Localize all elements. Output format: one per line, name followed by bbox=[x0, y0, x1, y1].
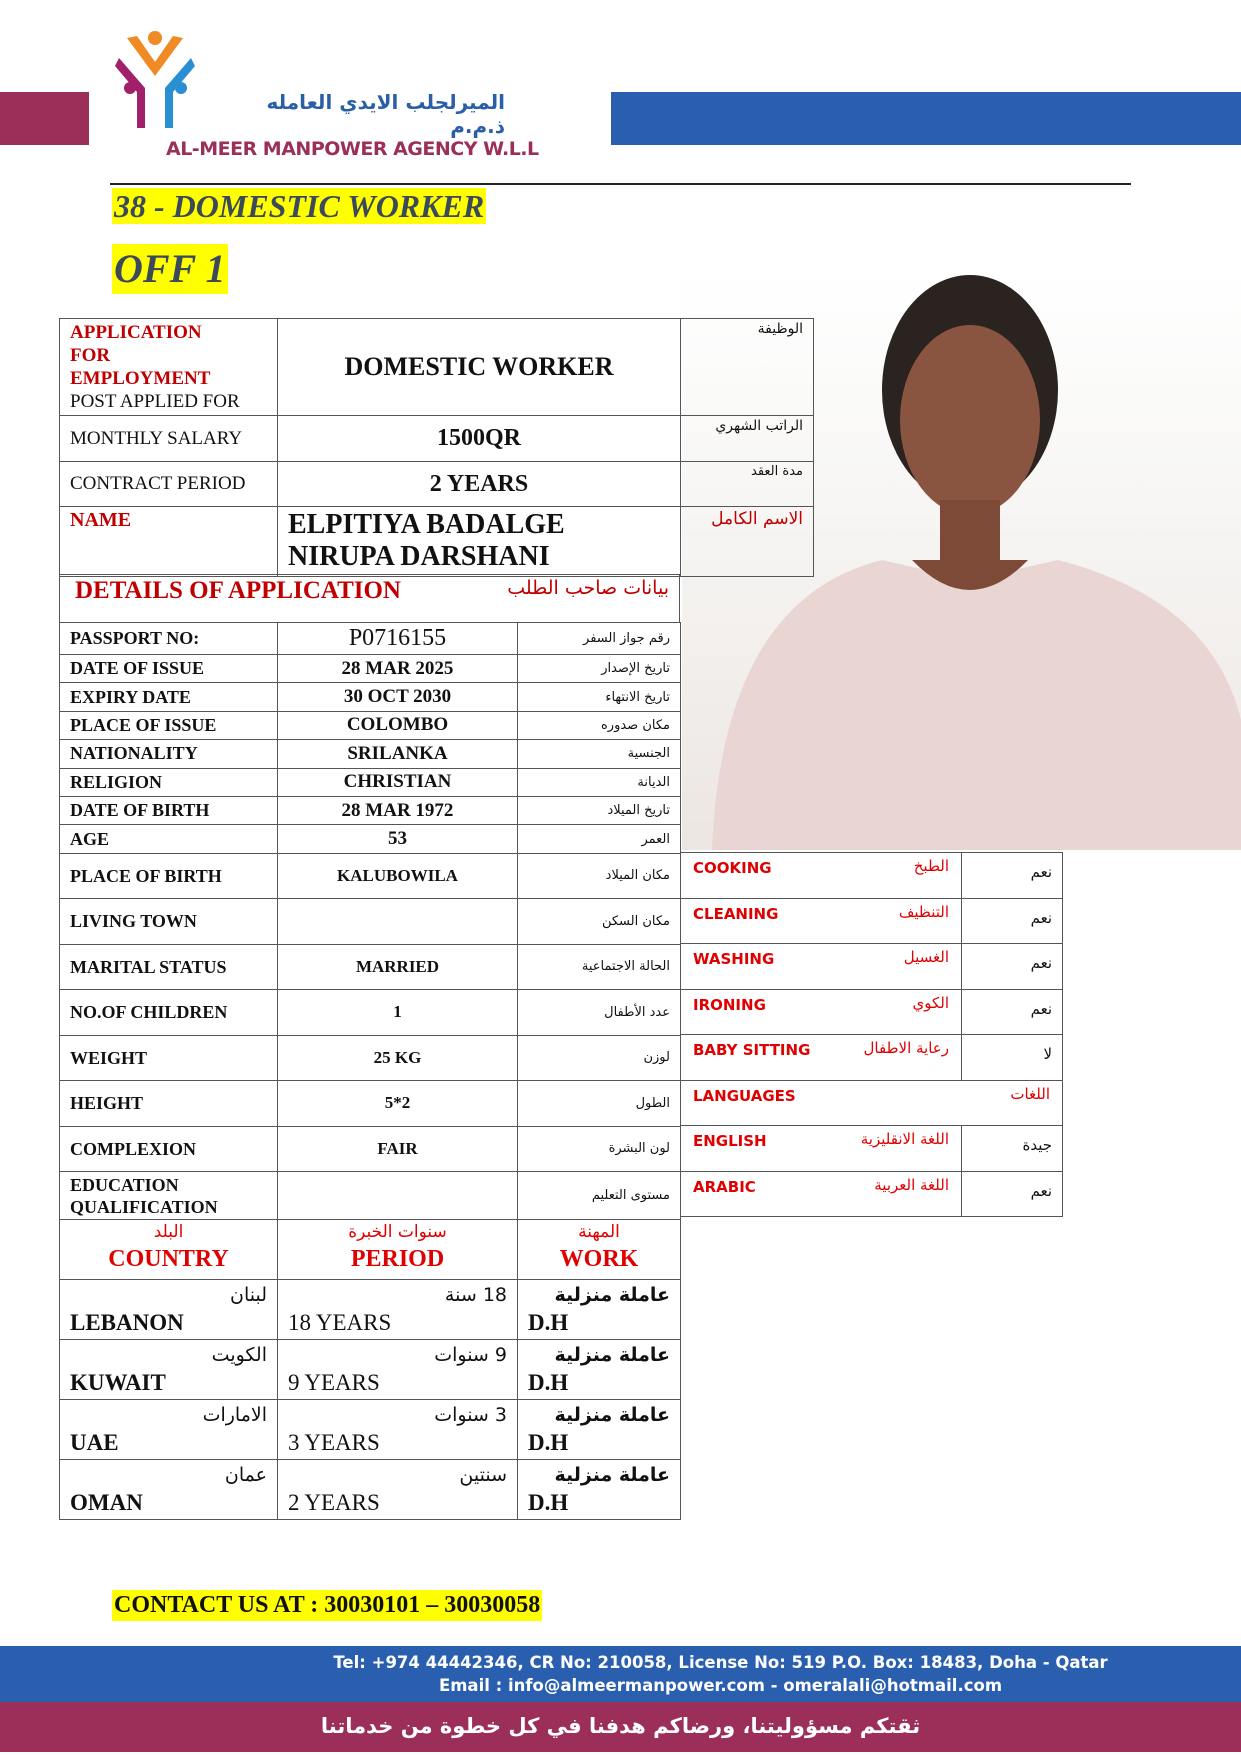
languages-label-ar: اللغات bbox=[1010, 1084, 1050, 1103]
period: 18 YEARS bbox=[288, 1310, 392, 1335]
skill-row bbox=[681, 944, 1063, 990]
detail-label-ar: تاريخ الإصدار bbox=[518, 655, 681, 683]
experience-work-cell bbox=[518, 1340, 681, 1400]
post-label-ar: الوظيفة bbox=[681, 319, 814, 416]
work: D.H bbox=[528, 1310, 569, 1335]
name-row bbox=[60, 507, 814, 577]
skill-label-cell bbox=[681, 1035, 962, 1081]
detail-row bbox=[60, 740, 681, 768]
country: UAE bbox=[70, 1430, 119, 1455]
experience-header-en: COUNTRY bbox=[108, 1246, 229, 1272]
detail-label-ar: مستوى التعليم bbox=[518, 1172, 681, 1220]
application-label-3: EMPLOYMENT bbox=[70, 368, 211, 389]
detail-label-ar: تاريخ الميلاد bbox=[518, 796, 681, 824]
footer-slogan-band bbox=[0, 1702, 1241, 1752]
experience-row bbox=[60, 1340, 681, 1400]
detail-label-ar: مكان الميلاد bbox=[518, 853, 681, 899]
name-line-2: NIRUPA DARSHANI bbox=[288, 541, 550, 572]
detail-row bbox=[60, 683, 681, 711]
name-line-1: ELPITIYA BADALGE bbox=[288, 509, 565, 540]
languages-row bbox=[681, 1080, 1063, 1126]
language-row bbox=[681, 1171, 1063, 1217]
work-ar: عاملة منزلية bbox=[554, 1284, 670, 1306]
detail-label: COMPLEXION bbox=[60, 1126, 278, 1172]
detail-label-ar: مكان صدوره bbox=[518, 711, 681, 739]
detail-label-ar: لون البشرة bbox=[518, 1126, 681, 1172]
period-ar: 9 سنوات bbox=[434, 1344, 507, 1366]
detail-label-ar: العمر bbox=[518, 825, 681, 853]
detail-value: 28 MAR 1972 bbox=[278, 796, 518, 824]
detail-label: PASSPORT NO: bbox=[60, 623, 278, 655]
contact-line: CONTACT US AT : 30030101 – 30030058 bbox=[112, 1590, 542, 1621]
experience-header bbox=[518, 1220, 681, 1280]
language-row bbox=[681, 1126, 1063, 1172]
skill-row bbox=[681, 898, 1063, 944]
country: OMAN bbox=[70, 1490, 143, 1515]
detail-label-ar: الطول bbox=[518, 1081, 681, 1127]
experience-period-cell bbox=[278, 1280, 518, 1340]
skill-row-en: CLEANING bbox=[693, 904, 779, 923]
detail-row bbox=[60, 655, 681, 683]
detail-label-ar: عدد الأطفال bbox=[518, 990, 681, 1036]
experience-header bbox=[278, 1220, 518, 1280]
header-blue-bar bbox=[611, 92, 1241, 145]
detail-label: LIVING TOWN bbox=[60, 899, 278, 945]
application-label-1: APPLICATION bbox=[70, 322, 202, 343]
detail-row bbox=[60, 1081, 681, 1127]
footer-contact-band bbox=[0, 1646, 1241, 1702]
application-label-2: FOR bbox=[70, 345, 111, 366]
work: D.H bbox=[528, 1490, 569, 1515]
detail-label: PLACE OF ISSUE bbox=[60, 711, 278, 739]
skill-row-value: لا bbox=[962, 1035, 1063, 1081]
skill-row-ar: الطبخ bbox=[913, 857, 949, 875]
language-row-value: نعم bbox=[962, 1171, 1063, 1217]
detail-row bbox=[60, 899, 681, 945]
experience-header-ar: البلد bbox=[153, 1222, 184, 1242]
experience-header-en: WORK bbox=[559, 1246, 639, 1272]
skill-row bbox=[681, 853, 1063, 899]
detail-row bbox=[60, 1035, 681, 1081]
skill-label-cell bbox=[681, 989, 962, 1035]
skill-row-ar: رعاية الاطفال bbox=[863, 1039, 949, 1057]
detail-label: WEIGHT bbox=[60, 1035, 278, 1081]
detail-label: DATE OF BIRTH bbox=[60, 796, 278, 824]
skill-row-ar: التنظيف bbox=[898, 902, 949, 921]
detail-row bbox=[60, 768, 681, 796]
experience-header-en: PERIOD bbox=[350, 1246, 445, 1272]
company-logo bbox=[115, 28, 195, 133]
detail-value: COLOMBO bbox=[278, 711, 518, 739]
detail-value: 30 OCT 2030 bbox=[278, 683, 518, 711]
detail-label: NATIONALITY bbox=[60, 740, 278, 768]
work: D.H bbox=[528, 1430, 569, 1455]
details-label: DETAILS OF APPLICATION bbox=[75, 577, 401, 604]
detail-label-ar: لوزن bbox=[518, 1035, 681, 1081]
country-ar: عمان bbox=[224, 1464, 267, 1486]
work-ar: عاملة منزلية bbox=[554, 1344, 670, 1366]
experience-header bbox=[60, 1220, 278, 1280]
detail-value bbox=[278, 899, 518, 945]
footer-email: Email : info@almeermanpower.com - omeralali@hotmail.com bbox=[438, 1676, 1003, 1695]
experience-row bbox=[60, 1280, 681, 1340]
contract-label: CONTRACT PERIOD bbox=[60, 462, 278, 507]
detail-row bbox=[60, 1126, 681, 1172]
skill-row-value: نعم bbox=[962, 898, 1063, 944]
contract-row bbox=[60, 462, 814, 507]
detail-label-ar: الحالة الاجتماعية bbox=[518, 944, 681, 990]
skill-row-ar: الكوي bbox=[912, 993, 949, 1012]
detail-row bbox=[60, 944, 681, 990]
country-ar: الكويت bbox=[211, 1344, 267, 1366]
detail-row bbox=[60, 796, 681, 824]
company-name-arabic: الميرلجلب الايدي العامله ذ.م.م bbox=[266, 90, 505, 138]
detail-label: DATE OF ISSUE bbox=[60, 655, 278, 683]
detail-row bbox=[60, 711, 681, 739]
skill-row-en: IRONING bbox=[693, 995, 766, 1014]
contract-value: 2 YEARS bbox=[278, 462, 681, 507]
detail-label: RELIGION bbox=[60, 768, 278, 796]
footer-phone-address: Tel: +974 44442346, CR No: 210058, License No: 519 P.O. Box: 18483, Doha - Qatar bbox=[333, 1653, 1108, 1672]
language-row-en: ARABIC bbox=[693, 1177, 756, 1196]
period: 3 YEARS bbox=[288, 1430, 380, 1455]
salary-label: MONTHLY SALARY bbox=[60, 416, 278, 462]
skill-row-en: WASHING bbox=[693, 950, 775, 968]
detail-label-ar: تاريخ الانتهاء bbox=[518, 683, 681, 711]
experience-country-cell bbox=[60, 1340, 278, 1400]
detail-value: SRILANKA bbox=[278, 740, 518, 768]
skill-row bbox=[681, 989, 1063, 1035]
detail-value: 53 bbox=[278, 825, 518, 853]
skill-label-cell bbox=[681, 1126, 962, 1172]
details-table bbox=[59, 622, 681, 1220]
experience-row bbox=[60, 1400, 681, 1460]
language-row-value: جيدة bbox=[962, 1126, 1063, 1172]
period: 9 YEARS bbox=[288, 1370, 380, 1395]
salary-label-ar: الراتب الشهري bbox=[681, 416, 814, 462]
experience-country-cell bbox=[60, 1460, 278, 1520]
experience-period-cell bbox=[278, 1340, 518, 1400]
detail-value: CHRISTIAN bbox=[278, 768, 518, 796]
work-ar: عاملة منزلية bbox=[554, 1464, 670, 1486]
header-divider bbox=[110, 183, 1131, 185]
detail-row bbox=[60, 825, 681, 853]
header-maroon-block bbox=[0, 92, 89, 145]
experience-country-cell bbox=[60, 1400, 278, 1460]
skill-row bbox=[681, 1035, 1063, 1081]
detail-label-ar: الجنسية bbox=[518, 740, 681, 768]
country: LEBANON bbox=[70, 1310, 184, 1335]
experience-header-ar: المهنة bbox=[578, 1222, 620, 1242]
languages-label: LANGUAGES bbox=[693, 1086, 796, 1105]
language-row-en: ENGLISH bbox=[693, 1132, 767, 1150]
name-label: NAME bbox=[60, 507, 278, 577]
salary-row bbox=[60, 416, 814, 462]
period-ar: سنتين bbox=[459, 1464, 507, 1486]
detail-row bbox=[60, 990, 681, 1036]
country-ar: الامارات bbox=[202, 1404, 267, 1426]
details-label-ar: بيانات صاحب الطلب bbox=[507, 577, 669, 599]
detail-label-ar: مكان السكن bbox=[518, 899, 681, 945]
experience-header-row bbox=[60, 1220, 681, 1280]
detail-row bbox=[60, 623, 681, 655]
experience-row bbox=[60, 1460, 681, 1520]
detail-value: 1 bbox=[278, 990, 518, 1036]
experience-country-cell bbox=[60, 1280, 278, 1340]
skill-label-cell bbox=[681, 944, 962, 990]
footer-slogan: ثقتكم مسؤوليتنا، ورضاكم هدفنا في كل خطوة من خدماتنا bbox=[320, 1714, 921, 1738]
skill-row-value: نعم bbox=[962, 853, 1063, 899]
detail-label: AGE bbox=[60, 825, 278, 853]
detail-value: 28 MAR 2025 bbox=[278, 655, 518, 683]
detail-label: MARITAL STATUS bbox=[60, 944, 278, 990]
country-ar: لبنان bbox=[230, 1284, 267, 1306]
application-table bbox=[59, 318, 814, 577]
post-value: DOMESTIC WORKER bbox=[278, 319, 681, 416]
experience-work-cell bbox=[518, 1280, 681, 1340]
country: KUWAIT bbox=[70, 1370, 166, 1395]
document-title: 38 - DOMESTIC WORKER bbox=[114, 188, 485, 224]
detail-value: 5*2 bbox=[278, 1081, 518, 1127]
detail-value: MARRIED bbox=[278, 944, 518, 990]
skill-row-en: BABY SITTING bbox=[693, 1041, 811, 1059]
detail-row bbox=[60, 1172, 681, 1220]
detail-value: KALUBOWILA bbox=[278, 853, 518, 899]
detail-row bbox=[60, 853, 681, 899]
detail-value bbox=[278, 1172, 518, 1220]
detail-label: PLACE OF BIRTH bbox=[60, 853, 278, 899]
company-name-english: AL-MEER MANPOWER AGENCY W.L.L bbox=[166, 138, 539, 160]
detail-label: EXPIRY DATE bbox=[60, 683, 278, 711]
detail-label-ar: الديانة bbox=[518, 768, 681, 796]
period-ar: 18 سنة bbox=[444, 1284, 507, 1306]
skill-row-value: نعم bbox=[962, 944, 1063, 990]
skill-label-cell bbox=[681, 853, 962, 899]
work: D.H bbox=[528, 1370, 569, 1395]
experience-work-cell bbox=[518, 1400, 681, 1460]
skill-row-ar: الغسيل bbox=[903, 948, 949, 966]
skill-row-en: COOKING bbox=[693, 859, 772, 877]
detail-label-ar: رقم جواز السفر bbox=[518, 623, 681, 655]
post-label: POST APPLIED FOR bbox=[70, 391, 240, 412]
detail-value: FAIR bbox=[278, 1126, 518, 1172]
experience-work-cell bbox=[518, 1460, 681, 1520]
experience-table bbox=[59, 1219, 681, 1520]
skill-row-value: نعم bbox=[962, 989, 1063, 1035]
skill-label-cell bbox=[681, 1171, 962, 1217]
logo-figure-icon bbox=[115, 28, 195, 133]
language-row-ar: اللغة العربية bbox=[874, 1175, 949, 1194]
work-ar: عاملة منزلية bbox=[554, 1404, 670, 1426]
detail-label: EDUCATION QUALIFICATION bbox=[60, 1172, 278, 1220]
period: 2 YEARS bbox=[288, 1490, 380, 1515]
detail-value: P0716155 bbox=[278, 623, 518, 655]
name-label-ar: الاسم الكامل bbox=[681, 507, 814, 577]
contract-label-ar: مدة العقد bbox=[681, 462, 814, 507]
skills-table bbox=[680, 852, 1063, 1217]
period-ar: 3 سنوات bbox=[434, 1404, 507, 1426]
detail-value: 25 KG bbox=[278, 1035, 518, 1081]
experience-period-cell bbox=[278, 1400, 518, 1460]
detail-label: NO.OF CHILDREN bbox=[60, 990, 278, 1036]
languages-header-cell bbox=[681, 1080, 1063, 1126]
salary-value: 1500QR bbox=[278, 416, 681, 462]
detail-label: HEIGHT bbox=[60, 1081, 278, 1127]
skill-label-cell bbox=[681, 898, 962, 944]
details-header bbox=[59, 574, 680, 623]
experience-header-ar: سنوات الخبرة bbox=[348, 1222, 447, 1242]
post-row bbox=[60, 319, 814, 416]
language-row-ar: اللغة الانقليزية bbox=[860, 1130, 949, 1148]
experience-period-cell bbox=[278, 1460, 518, 1520]
off-badge: OFF 1 bbox=[112, 244, 228, 294]
